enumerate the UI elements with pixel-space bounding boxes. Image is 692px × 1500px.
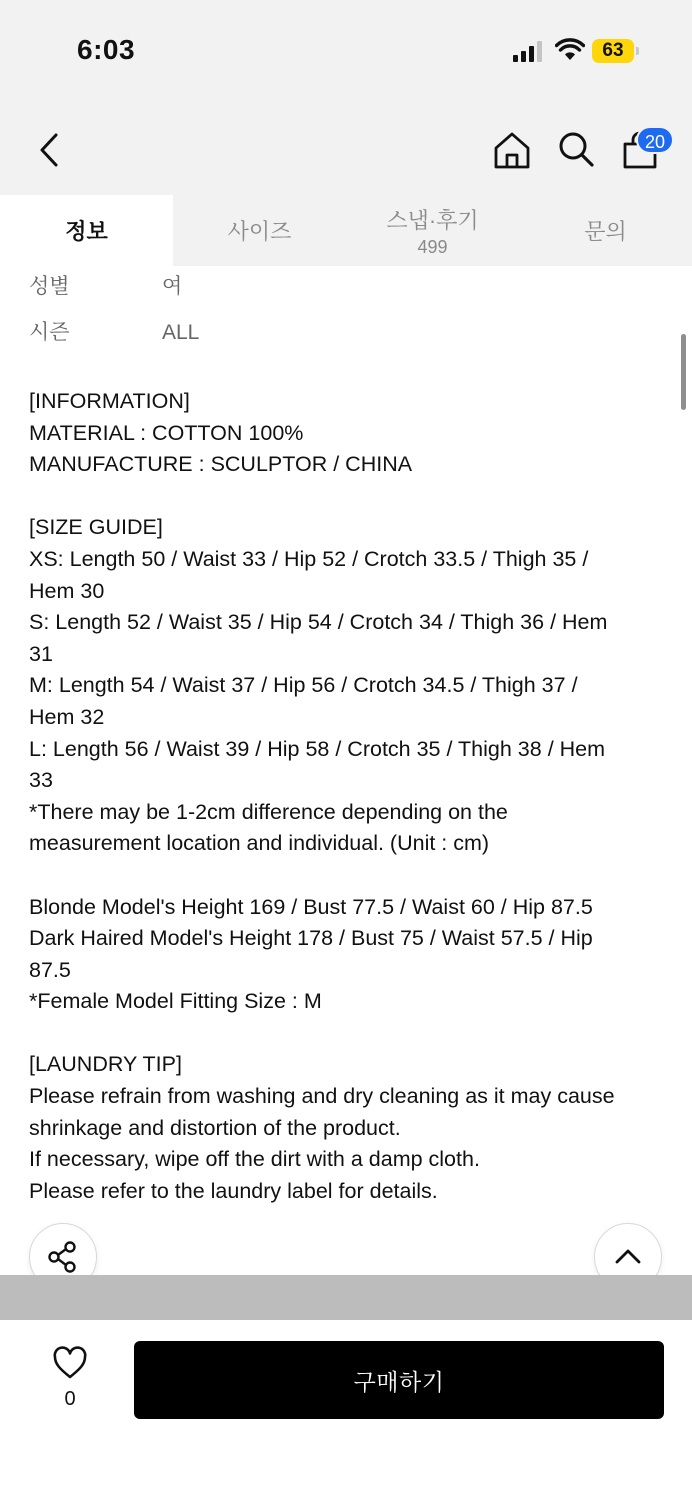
tab-inquiry[interactable] bbox=[519, 195, 692, 266]
tab-label: 사이즈 bbox=[227, 219, 292, 244]
chevron-up-icon bbox=[614, 1247, 642, 1267]
tab-size[interactable] bbox=[173, 195, 346, 266]
buy-button-label: 구매하기 bbox=[353, 1368, 445, 1395]
search-icon[interactable] bbox=[556, 130, 596, 170]
back-chevron-icon[interactable] bbox=[36, 132, 64, 168]
spec-value: 여 bbox=[162, 275, 183, 298]
spec-row-gender bbox=[29, 270, 182, 300]
tab-label: 문의 bbox=[584, 219, 627, 244]
wifi-icon bbox=[555, 38, 585, 62]
status-bar bbox=[0, 0, 692, 100]
status-time: 6:03 bbox=[77, 34, 136, 65]
product-detail-text: [INFORMATION] MATERIAL : COTTON 100% MANUFACTURE : SCULPTOR / CHINA [SIZE GUIDE] XS: Length 50 / Waist 33 / Hip 52 / Crotch 33.5 / Thigh 35 / Hem 30 S: Length 52 / Waist 35 / Hip 54 / Crotch 34 / Thigh 36 / Hem 31 M: Length 54 / Waist 37 / Hip 56 / Crotch 34.5 / Thigh 37 / Hem 32 L: Length 56 / Waist 39 / Hip 58 / Crotch 35 / Thigh 38 / Hem 33 *There may be 1-2cm difference depending on the measurement location and individual. (Unit : cm) Blonde Model's Height 169 / Bust 77.5 / Waist 60 / Hip 87.5 Dark Haired Model's Height 178 / Bust 75 / Waist 57.5 / Hip 87.5 *Female Model Fitting Size : M [LAUNDRY TIP] Please refrain from washing and dry cleaning as it may cause shrinkage and distortion of the product. If necessary, wipe off the dirt with a damp cloth. Please refer to the laundry label for details. bbox=[29, 389, 615, 1203]
tab-label: 정보 bbox=[65, 219, 108, 244]
battery-tip bbox=[636, 47, 639, 55]
buy-button[interactable] bbox=[134, 1341, 664, 1419]
review-count: 499 bbox=[417, 236, 448, 257]
spec-row-season bbox=[29, 316, 199, 346]
spec-label: 성별 bbox=[29, 275, 70, 298]
heart-icon[interactable] bbox=[52, 1346, 88, 1380]
bottom-action-bar bbox=[0, 1320, 692, 1500]
share-icon bbox=[46, 1240, 80, 1274]
cellular-signal-icon bbox=[512, 40, 548, 62]
spec-value: ALL bbox=[162, 321, 200, 344]
tab-info[interactable] bbox=[0, 195, 173, 266]
home-icon[interactable] bbox=[492, 130, 532, 170]
divider-band bbox=[0, 1275, 692, 1320]
cart-count-badge: 20 bbox=[636, 126, 674, 154]
battery-indicator: 63 bbox=[592, 39, 634, 63]
scrollbar[interactable] bbox=[681, 334, 686, 410]
tab-label: 스냅·후기 bbox=[386, 207, 479, 233]
product-tabs bbox=[0, 195, 692, 266]
tab-snap-review[interactable] bbox=[346, 195, 519, 266]
spec-label: 시즌 bbox=[29, 321, 70, 344]
navigation-bar bbox=[0, 100, 692, 195]
like-count: 0 bbox=[64, 1388, 76, 1410]
